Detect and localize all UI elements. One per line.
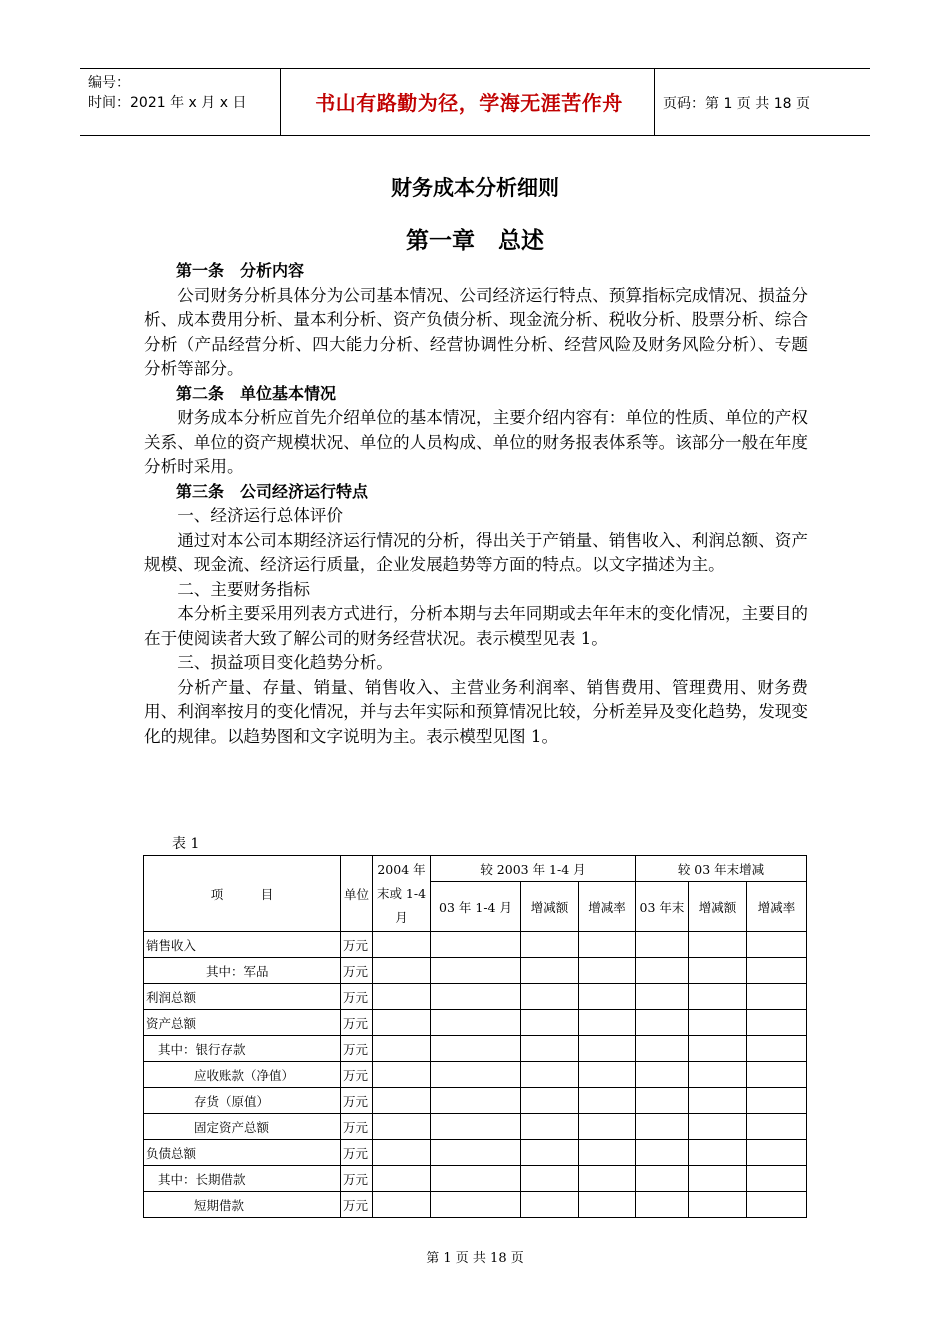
table-row <box>144 984 807 1010</box>
table-row <box>144 1036 807 1062</box>
header-sub: 03 年 1-4 月 <box>431 882 521 932</box>
table-caption: 表 1 <box>172 836 200 852</box>
paragraph: 本分析主要采用列表方式进行，分析本期与去年同期或去年年末的变化情况，主要目的在于使阅读者大致了解公司的财务经营状况。表示模型见表 1。 <box>144 604 808 648</box>
row-unit: 万元 <box>341 1010 373 1036</box>
row-unit: 万元 <box>341 932 373 958</box>
header-unit: 单位 <box>341 856 373 932</box>
row-label: 其中：军品 <box>144 958 341 984</box>
row-label: 资产总额 <box>144 1010 341 1036</box>
table-row <box>144 1088 807 1114</box>
header-divider <box>654 69 655 135</box>
row-unit: 万元 <box>341 1114 373 1140</box>
header-2004: 2004 年末或 1-4 月 <box>373 856 431 932</box>
row-unit: 万元 <box>341 1088 373 1114</box>
paragraph: 财务成本分析应首先介绍单位的基本情况，主要介绍内容有：单位的性质、单位的产权关系、单位的资产规模状况、单位的人员构成、单位的财务报表体系等。该部分一般在年度分析时采用。 <box>144 408 808 476</box>
table-row <box>144 958 807 984</box>
table-row <box>144 1114 807 1140</box>
header-item: 项 目 <box>144 856 341 932</box>
row-label: 短期借款 <box>144 1192 341 1218</box>
row-label: 利润总额 <box>144 984 341 1010</box>
row-label: 其中：长期借款 <box>144 1166 341 1192</box>
header-sub: 增减额 <box>521 882 579 932</box>
section-heading: 第三条 公司经济运行特点 <box>176 481 369 501</box>
subsection-heading: 一、经济运行总体评价 <box>177 506 344 525</box>
row-unit: 万元 <box>341 1140 373 1166</box>
header-sub: 增减率 <box>579 882 636 932</box>
header-meta <box>88 73 246 113</box>
row-label: 存货（原值） <box>144 1088 341 1114</box>
page-header <box>80 68 870 136</box>
row-unit: 万元 <box>341 1192 373 1218</box>
table-row <box>144 932 807 958</box>
section-heading: 第二条 单位基本情况 <box>176 383 337 403</box>
header-sub: 增减额 <box>689 882 747 932</box>
row-unit: 万元 <box>341 1036 373 1062</box>
row-label: 销售收入 <box>144 932 341 958</box>
row-unit: 万元 <box>341 1166 373 1192</box>
page-footer: 第 1 页 共 18 页 <box>426 1251 524 1266</box>
financial-indicator-table <box>143 855 807 1218</box>
chapter-title: 第一章 总述 <box>406 228 544 254</box>
table-row <box>144 1166 807 1192</box>
header-sub: 增减率 <box>747 882 807 932</box>
table-row <box>144 1062 807 1088</box>
subsection-heading: 二、主要财务指标 <box>177 579 310 599</box>
doc-number-label: 编号： <box>88 75 130 91</box>
row-label: 应收账款（净值） <box>144 1062 341 1088</box>
document-body <box>144 259 808 749</box>
table-row <box>144 1192 807 1218</box>
row-label: 其中：银行存款 <box>144 1036 341 1062</box>
header-page-info: 页码：第 1 页 共 18 页 <box>663 96 810 112</box>
paragraph: 公司财务分析具体分为公司基本情况、公司经济运行特点、预算指标完成情况、损益分析、成本费用分析、量本利分析、资产负债分析、现金流分析、税收分析、股票分析、综合分析（产品经营分析、四大能力分析、经营协调性分析、经营风险及财务风险分析）、专题分析等部分。 <box>144 285 808 378</box>
doc-time-label: 时间：2021 年 x 月 x 日 <box>88 95 247 111</box>
header-sub: 03 年末 <box>636 882 689 932</box>
section-heading: 第一条 分析内容 <box>176 261 305 280</box>
header-divider <box>280 69 281 135</box>
row-unit: 万元 <box>341 1062 373 1088</box>
header-motto: 书山有路勤为径，学海无涯苦作舟 <box>315 91 623 115</box>
header-group-2003: 较 2003 年 1-4 月 <box>431 856 636 882</box>
row-unit: 万元 <box>341 958 373 984</box>
subsection-heading: 三、损益项目变化趋势分析。 <box>177 653 393 672</box>
row-label: 负债总额 <box>144 1140 341 1166</box>
row-unit: 万元 <box>341 984 373 1010</box>
row-label: 固定资产总额 <box>144 1114 341 1140</box>
table-row <box>144 1010 807 1036</box>
document-title: 财务成本分析细则 <box>391 176 559 200</box>
table-row <box>144 1140 807 1166</box>
paragraph: 通过对本公司本期经济运行情况的分析，得出关于产销量、销售收入、利润总额、资产规模、现金流、经济运行质量，企业发展趋势等方面的特点。以文字描述为主。 <box>144 530 808 574</box>
header-group-03-end: 较 03 年末增减 <box>636 856 807 882</box>
paragraph: 分析产量、存量、销量、销售收入、主营业务利润率、销售费用、管理费用、财务费用、利润率按月的变化情况，并与去年实际和预算情况比较，分析差异及变化趋势，发现变化的规律。以趋势图和文字说明为主。表示模型见图 1。 <box>144 677 808 746</box>
